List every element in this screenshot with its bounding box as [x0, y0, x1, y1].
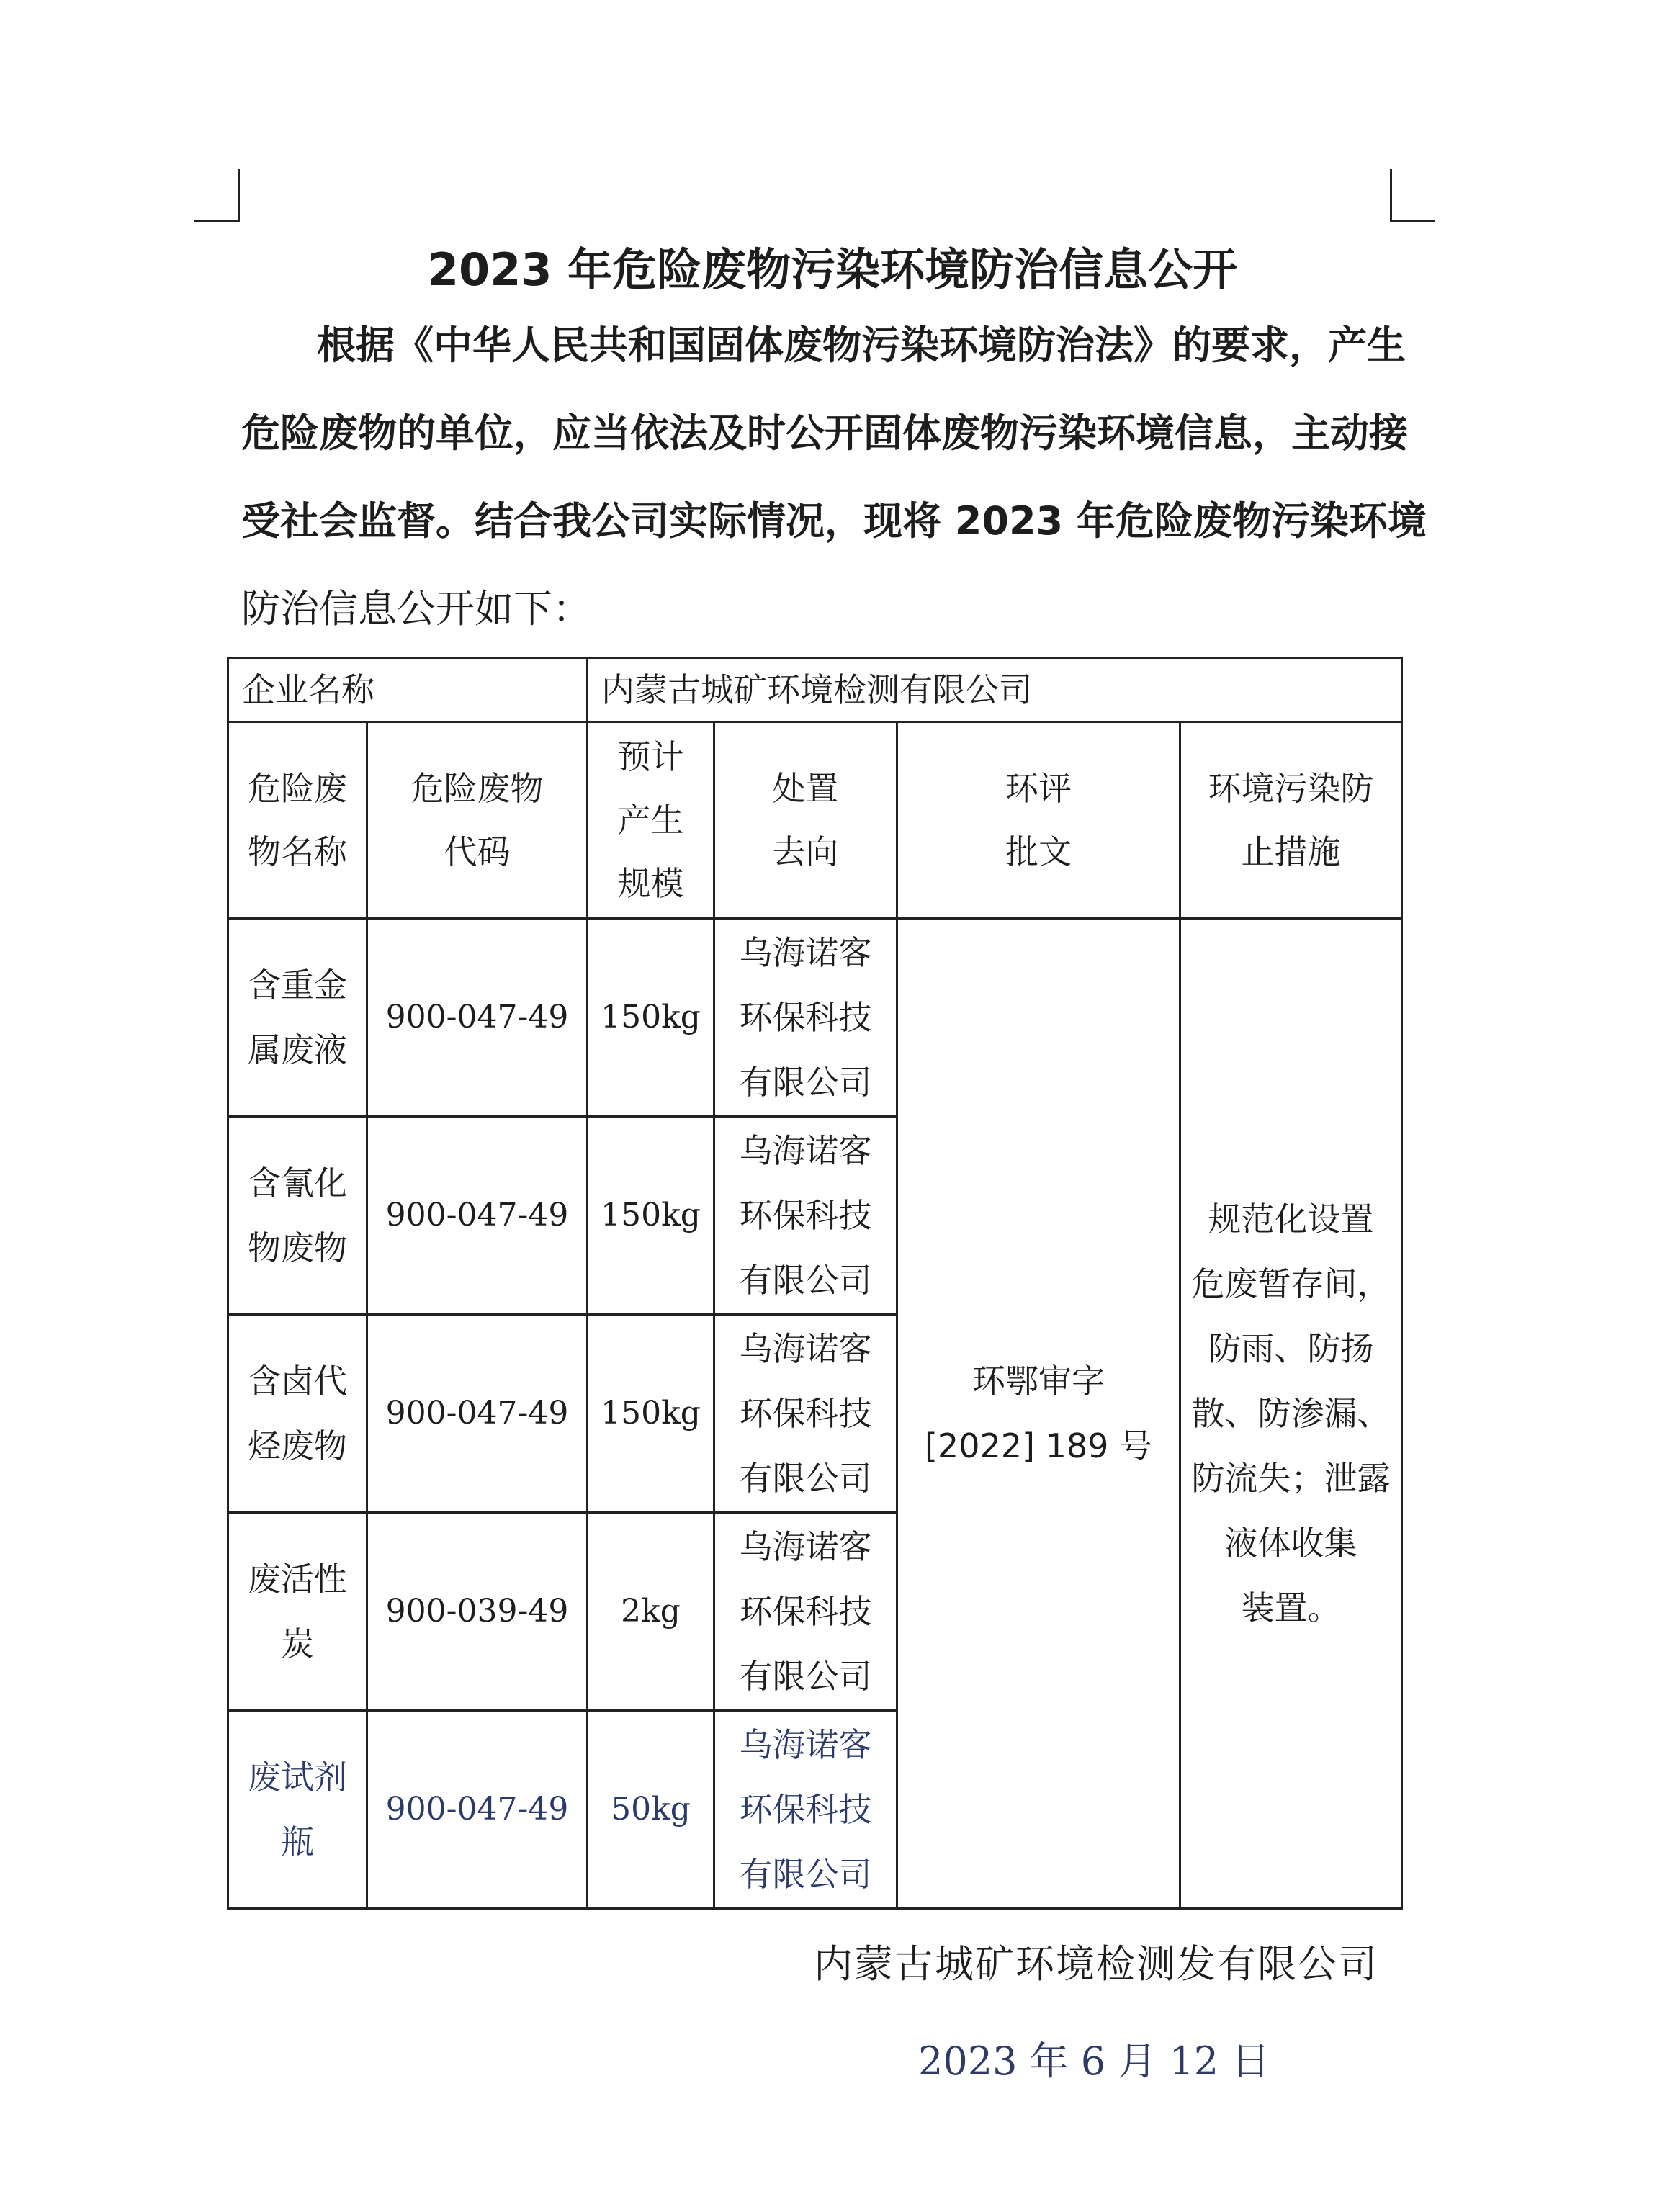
prevention-measures-cell: 规范化设置 危废暂存间， 防雨、防扬 散、防渗漏、 防流失；泄露 液体收集 装置。: [1180, 919, 1402, 1909]
intro-line-2: 危险废物的单位，应当依法及时公开固体废物污染环境信息，主动接: [241, 410, 1408, 456]
crop-mark-top-right: [1390, 169, 1435, 222]
company-label: 企业名称: [228, 658, 588, 722]
waste-name-cell: 含重金 属废液: [228, 919, 367, 1117]
header-waste-code: 危险废物 代码: [367, 722, 588, 919]
header-estimated-amount: 预计 产生 规模: [588, 722, 714, 919]
eia-approval-cell: 环鄂审字 [2022] 189 号: [897, 919, 1180, 1909]
company-name: 内蒙古城矿环境检测有限公司: [588, 658, 1402, 722]
waste-name-cell: 废活性 炭: [228, 1513, 367, 1711]
waste-code-cell: 900-039-49: [367, 1513, 588, 1711]
waste-code-cell: 900-047-49: [367, 1117, 588, 1315]
header-eia-approval: 环评 批文: [897, 722, 1180, 919]
intro-line-1: 根据《中华人民共和国固体废物污染环境防治法》的要求，产生: [317, 323, 1406, 368]
amount-cell: 50kg: [588, 1711, 714, 1909]
amount-cell: 150kg: [588, 1315, 714, 1513]
waste-name-cell: 含氰化 物废物: [228, 1117, 367, 1315]
disposal-cell: 乌海诺客 环保科技 有限公司: [714, 1513, 897, 1711]
amount-cell: 150kg: [588, 1117, 714, 1315]
crop-mark-top-left: [194, 169, 240, 222]
disposal-cell: 乌海诺客 环保科技 有限公司: [714, 1711, 897, 1909]
header-disposal: 处置 去向: [714, 722, 897, 919]
column-header-row: [228, 722, 1402, 919]
waste-name-cell: 含卤代 烃废物: [228, 1315, 367, 1513]
disposal-cell: 乌海诺客 环保科技 有限公司: [714, 919, 897, 1117]
company-row: [228, 658, 1402, 722]
disposal-cell: 乌海诺客 环保科技 有限公司: [714, 1117, 897, 1315]
disposal-cell: 乌海诺客 环保科技 有限公司: [714, 1315, 897, 1513]
document-title: 2023 年危险废物污染环境防治信息公开: [427, 243, 1238, 296]
hazardous-waste-table: [227, 657, 1403, 1910]
table-row: [228, 919, 1402, 1117]
document-date: 2023 年 6 月 12 日: [918, 2038, 1270, 2084]
waste-code-cell: 900-047-49: [367, 919, 588, 1117]
waste-code-cell: 900-047-49: [367, 1711, 588, 1909]
header-waste-name: 危险废 物名称: [228, 722, 367, 919]
waste-code-cell: 900-047-49: [367, 1315, 588, 1513]
company-signature: 内蒙古城矿环境检测发有限公司: [814, 1941, 1378, 1987]
amount-cell: 2kg: [588, 1513, 714, 1711]
header-prevention-measures: 环境污染防 止措施: [1180, 722, 1402, 919]
intro-line-3: 受社会监督。结合我公司实际情况，现将 2023 年危险废物污染环境: [241, 498, 1427, 544]
intro-line-4: 防治信息公开如下：: [241, 586, 591, 631]
waste-name-cell: 废试剂 瓶: [228, 1711, 367, 1909]
amount-cell: 150kg: [588, 919, 714, 1117]
